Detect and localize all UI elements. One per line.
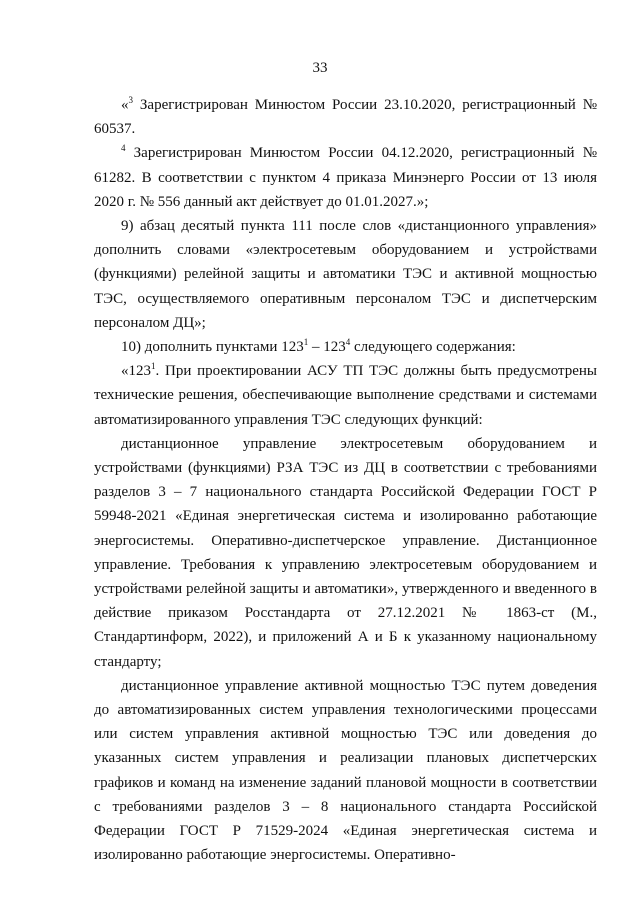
item-10-text-c: следующего содержания:	[350, 339, 516, 356]
clause-123-1-number: «123	[121, 363, 151, 380]
footnote-3-text: Зарегистрирован Минюстом России 23.10.2020, регистрационный № 60537.	[94, 97, 598, 138]
clause-123-1-text: . При проектировании АСУ ТП ТЭС должны быть предусмотрены технические решения, обеспечивающие выполнение средствами и системами автоматизированного управления ТЭС следующих функций:	[94, 363, 597, 428]
remote-control-power-paragraph: дистанционное управление активной мощностью ТЭС путем доведения до автоматизированных систем управления технологическими процессами или систем управления активной мощностью ТЭС или доведения до указанных систем управления и реализации плановых диспетчерских графиков и команд на изменение заданий плановой мощности в соответствии с требованиями разделов 3 – 8 национального стандарта Российской Федерации ГОСТ Р 71529-2024 «Единая энергетическая система и изолированно работающие энергосистемы. Оперативно-	[94, 677, 597, 864]
page-number: 33	[312, 60, 328, 76]
item-10-text-b: – 123	[308, 339, 346, 356]
footnote-4-text: Зарегистрирован Минюстом России 04.12.2020, регистрационный № 61282. В соответствии с пунктом 4 приказа Минэнерго России от 13 июля 2020 г. № 556 данный акт действует до 01.01.2027.»;	[94, 145, 598, 210]
footnote-4-marker: 4	[121, 143, 126, 154]
item-10-paragraph	[94, 335, 597, 359]
clause-123-1-paragraph	[94, 359, 597, 432]
item-10-sup-b: 4	[345, 337, 351, 348]
footnote-3	[94, 93, 597, 141]
footnote-3-quote: «	[121, 97, 129, 113]
footnote-3-marker: 3	[128, 95, 133, 105]
remote-control-equipment-paragraph: дистанционное управление электросетевым оборудованием и устройствами (функциями) РЗА ТЭС из ДЦ в соответствии с требованиями разделов 3 – 7 национального стандарта Российской Федерации ГОСТ Р 59948-2021 «Единая энергетическая система и изолированно работающие энергосистемы. Оперативно-диспетчерское управление. Дистанционное управление. Требования к управлению электросетевым оборудованием и устройствами релейной защиты и автоматики», утвержденного и введенного в действие приказом Росстандарта от 27.12.2021 № 1863-ст (М., Стандартинформ, 2022), и приложений А и Б к указанному национальному стандарту;	[94, 435, 597, 670]
item-10-text-a: 10) дополнить пунктами 123	[121, 339, 304, 356]
document-body	[94, 93, 597, 868]
footnote-4	[94, 141, 597, 214]
item-9-paragraph: 9) абзац десятый пункта 111 после слов «дистанционного управления» дополнить словами «электросетевым оборудованием и устройствами (функциями) релейной защиты и автоматики ТЭС и активной мощностью ТЭС, осуществляемого оперативным персоналом ТЭС и диспетчерским персоналом ДЦ»;	[94, 218, 597, 331]
item-10-sup-a: 1	[303, 337, 309, 348]
clause-123-1-sup: 1	[151, 361, 156, 372]
